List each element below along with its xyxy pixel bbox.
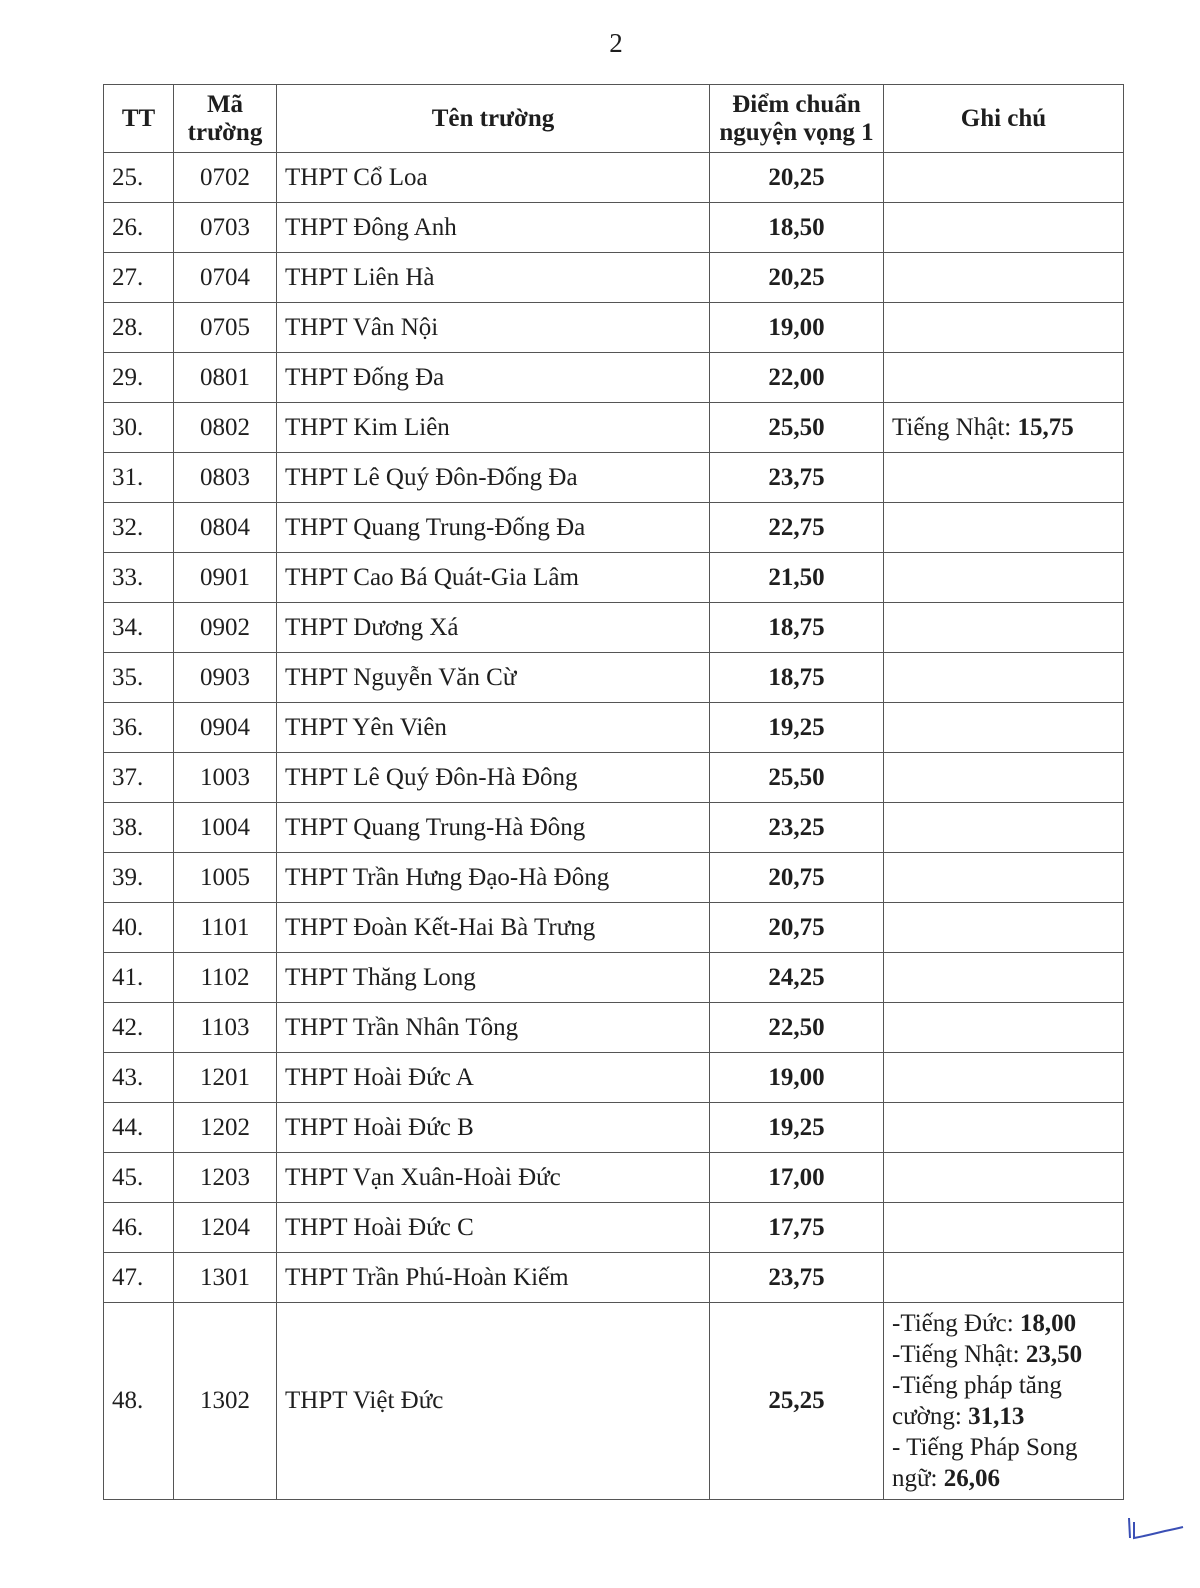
row-number: 42. [104, 1003, 174, 1053]
table-row [104, 453, 1124, 503]
school-name: THPT Nguyễn Văn Cừ [277, 653, 710, 703]
header-school-code [174, 85, 277, 153]
table-row [104, 953, 1124, 1003]
row-number: 34. [104, 603, 174, 653]
row-number: 43. [104, 1053, 174, 1103]
note-cell [884, 353, 1124, 403]
admission-score: 19,00 [710, 303, 884, 353]
admission-score: 19,25 [710, 1103, 884, 1153]
school-name: THPT Hoài Đức B [277, 1103, 710, 1153]
note-line [892, 414, 1074, 441]
row-number: 26. [104, 203, 174, 253]
row-number: 45. [104, 1153, 174, 1203]
row-number: 37. [104, 753, 174, 803]
row-number: 31. [104, 453, 174, 503]
note-line [892, 1308, 1115, 1339]
note-value: 15,75 [1017, 414, 1074, 441]
note-label: - Tiếng Pháp Song ngữ: [892, 1434, 1078, 1492]
school-code: 0702 [174, 153, 277, 203]
table-row [104, 1053, 1124, 1103]
header-tt: TT [104, 85, 174, 153]
school-code: 0801 [174, 353, 277, 403]
note-value: 18,00 [1019, 1310, 1077, 1337]
note-cell [884, 153, 1124, 203]
admission-score: 23,25 [710, 803, 884, 853]
table-row [104, 1203, 1124, 1253]
school-code: 0705 [174, 303, 277, 353]
signature-mark [1125, 1512, 1185, 1542]
table-row [104, 503, 1124, 553]
school-name: THPT Trần Hưng Đạo-Hà Đông [277, 853, 710, 903]
note-value: 31,13 [968, 1403, 1025, 1430]
school-code: 1004 [174, 803, 277, 853]
school-name: THPT Đông Anh [277, 203, 710, 253]
school-name: THPT Yên Viên [277, 703, 710, 753]
school-code: 0901 [174, 553, 277, 603]
admission-score: 20,75 [710, 903, 884, 953]
school-name: THPT Quang Trung-Đống Đa [277, 503, 710, 553]
admission-score: 25,50 [710, 403, 884, 453]
table-row [104, 253, 1124, 303]
admission-score: 17,75 [710, 1203, 884, 1253]
row-number: 39. [104, 853, 174, 903]
school-code: 1201 [174, 1053, 277, 1103]
note-line [892, 1432, 1115, 1494]
note-cell [884, 1003, 1124, 1053]
table-row [104, 303, 1124, 353]
note-cell [884, 453, 1124, 503]
header-score [710, 85, 884, 153]
school-code: 0904 [174, 703, 277, 753]
school-name: THPT Cổ Loa [277, 153, 710, 203]
school-name: THPT Quang Trung-Hà Đông [277, 803, 710, 853]
school-name: THPT Cao Bá Quát-Gia Lâm [277, 553, 710, 603]
note-cell [884, 1153, 1124, 1203]
table-row [104, 1153, 1124, 1203]
row-number: 47. [104, 1253, 174, 1303]
school-name: THPT Liên Hà [277, 253, 710, 303]
admission-score: 21,50 [710, 553, 884, 603]
admission-score: 24,25 [710, 953, 884, 1003]
table-row [104, 803, 1124, 853]
school-code: 1101 [174, 903, 277, 953]
admission-scores-table [103, 84, 1124, 1500]
admission-score: 22,75 [710, 503, 884, 553]
note-cell [884, 1303, 1124, 1500]
header-score-line2: nguyện vọng 1 [719, 118, 874, 146]
school-name: THPT Việt Đức [277, 1303, 710, 1500]
table-row [104, 1253, 1124, 1303]
row-number: 38. [104, 803, 174, 853]
school-code: 0802 [174, 403, 277, 453]
note-cell [884, 803, 1124, 853]
note-label: -Tiếng Đức: [892, 1310, 1020, 1337]
note-cell [884, 603, 1124, 653]
school-code: 1005 [174, 853, 277, 903]
table-row [104, 903, 1124, 953]
note-cell [884, 1053, 1124, 1103]
school-name: THPT Thăng Long [277, 953, 710, 1003]
note-value: 26,06 [943, 1465, 1000, 1492]
header-code-line2: trường [187, 118, 263, 146]
note-cell [884, 1253, 1124, 1303]
row-number: 27. [104, 253, 174, 303]
note-cell [884, 903, 1124, 953]
table-row [104, 603, 1124, 653]
row-number: 28. [104, 303, 174, 353]
school-code: 0902 [174, 603, 277, 653]
school-code: 0703 [174, 203, 277, 253]
school-code: 1202 [174, 1103, 277, 1153]
admission-score: 19,25 [710, 703, 884, 753]
note-label: -Tiếng Nhật: [892, 1341, 1026, 1368]
note-cell [884, 953, 1124, 1003]
admission-score: 20,25 [710, 253, 884, 303]
table-row [104, 153, 1124, 203]
note-cell [884, 403, 1124, 453]
row-number: 30. [104, 403, 174, 453]
note-cell [884, 203, 1124, 253]
table-row [104, 753, 1124, 803]
table-row [104, 853, 1124, 903]
school-name: THPT Trần Phú-Hoàn Kiếm [277, 1253, 710, 1303]
school-name: THPT Đống Đa [277, 353, 710, 403]
school-name: THPT Kim Liên [277, 403, 710, 453]
admission-score: 22,00 [710, 353, 884, 403]
school-name: THPT Lê Quý Đôn-Đống Đa [277, 453, 710, 503]
school-name: THPT Dương Xá [277, 603, 710, 653]
header-code-line1: Mã [206, 90, 244, 118]
note-cell [884, 703, 1124, 753]
admission-score: 20,25 [710, 153, 884, 203]
table-row [104, 1003, 1124, 1053]
school-code: 1302 [174, 1303, 277, 1500]
school-name: THPT Đoàn Kết-Hai Bà Trưng [277, 903, 710, 953]
school-code: 1003 [174, 753, 277, 803]
row-number: 35. [104, 653, 174, 703]
row-number: 48. [104, 1303, 174, 1500]
note-cell [884, 1203, 1124, 1253]
admission-score: 22,50 [710, 1003, 884, 1053]
header-school-name: Tên trường [277, 85, 710, 153]
admission-score: 23,75 [710, 453, 884, 503]
table-header [104, 85, 1124, 153]
school-name: THPT Hoài Đức A [277, 1053, 710, 1103]
row-number: 44. [104, 1103, 174, 1153]
row-number: 25. [104, 153, 174, 203]
table-row [104, 703, 1124, 753]
school-name: THPT Lê Quý Đôn-Hà Đông [277, 753, 710, 803]
school-code: 0804 [174, 503, 277, 553]
school-code: 0803 [174, 453, 277, 503]
note-cell [884, 253, 1124, 303]
note-cell [884, 303, 1124, 353]
header-row [104, 85, 1124, 153]
row-number: 33. [104, 553, 174, 603]
table-row [104, 353, 1124, 403]
admission-score: 20,75 [710, 853, 884, 903]
admission-score: 18,75 [710, 603, 884, 653]
table-row [104, 1303, 1124, 1500]
page-number: 2 [609, 28, 623, 58]
header-note: Ghi chú [884, 85, 1124, 153]
admission-score: 23,75 [710, 1253, 884, 1303]
row-number: 41. [104, 953, 174, 1003]
school-name: THPT Hoài Đức C [277, 1203, 710, 1253]
school-code: 1102 [174, 953, 277, 1003]
school-code: 1204 [174, 1203, 277, 1253]
note-line [892, 1370, 1115, 1432]
table-row [104, 553, 1124, 603]
admission-score: 25,25 [710, 1303, 884, 1500]
admission-score: 18,75 [710, 653, 884, 703]
admission-score: 17,00 [710, 1153, 884, 1203]
note-cell [884, 553, 1124, 603]
table-row [104, 653, 1124, 703]
note-cell [884, 853, 1124, 903]
row-number: 29. [104, 353, 174, 403]
note-cell [884, 653, 1124, 703]
note-label: -Tiếng pháp tăng cường: [892, 1372, 1062, 1430]
note-value: 23,50 [1025, 1341, 1083, 1368]
school-code: 1103 [174, 1003, 277, 1053]
school-code: 0704 [174, 253, 277, 303]
school-name: THPT Trần Nhân Tông [277, 1003, 710, 1053]
row-number: 46. [104, 1203, 174, 1253]
school-code: 1203 [174, 1153, 277, 1203]
row-number: 40. [104, 903, 174, 953]
admission-score: 18,50 [710, 203, 884, 253]
school-code: 1301 [174, 1253, 277, 1303]
school-code: 0903 [174, 653, 277, 703]
note-label: Tiếng Nhật: [892, 414, 1018, 441]
note-cell [884, 1103, 1124, 1153]
table-row [104, 203, 1124, 253]
admission-score: 19,00 [710, 1053, 884, 1103]
note-cell [884, 753, 1124, 803]
table-body [104, 153, 1124, 1500]
row-number: 36. [104, 703, 174, 753]
admission-score: 25,50 [710, 753, 884, 803]
school-name: THPT Vân Nội [277, 303, 710, 353]
note-line [892, 1339, 1115, 1370]
table-row [104, 403, 1124, 453]
school-name: THPT Vạn Xuân-Hoài Đức [277, 1153, 710, 1203]
table-row [104, 1103, 1124, 1153]
row-number: 32. [104, 503, 174, 553]
header-score-line1: Điểm chuẩn [732, 90, 861, 118]
note-cell [884, 503, 1124, 553]
